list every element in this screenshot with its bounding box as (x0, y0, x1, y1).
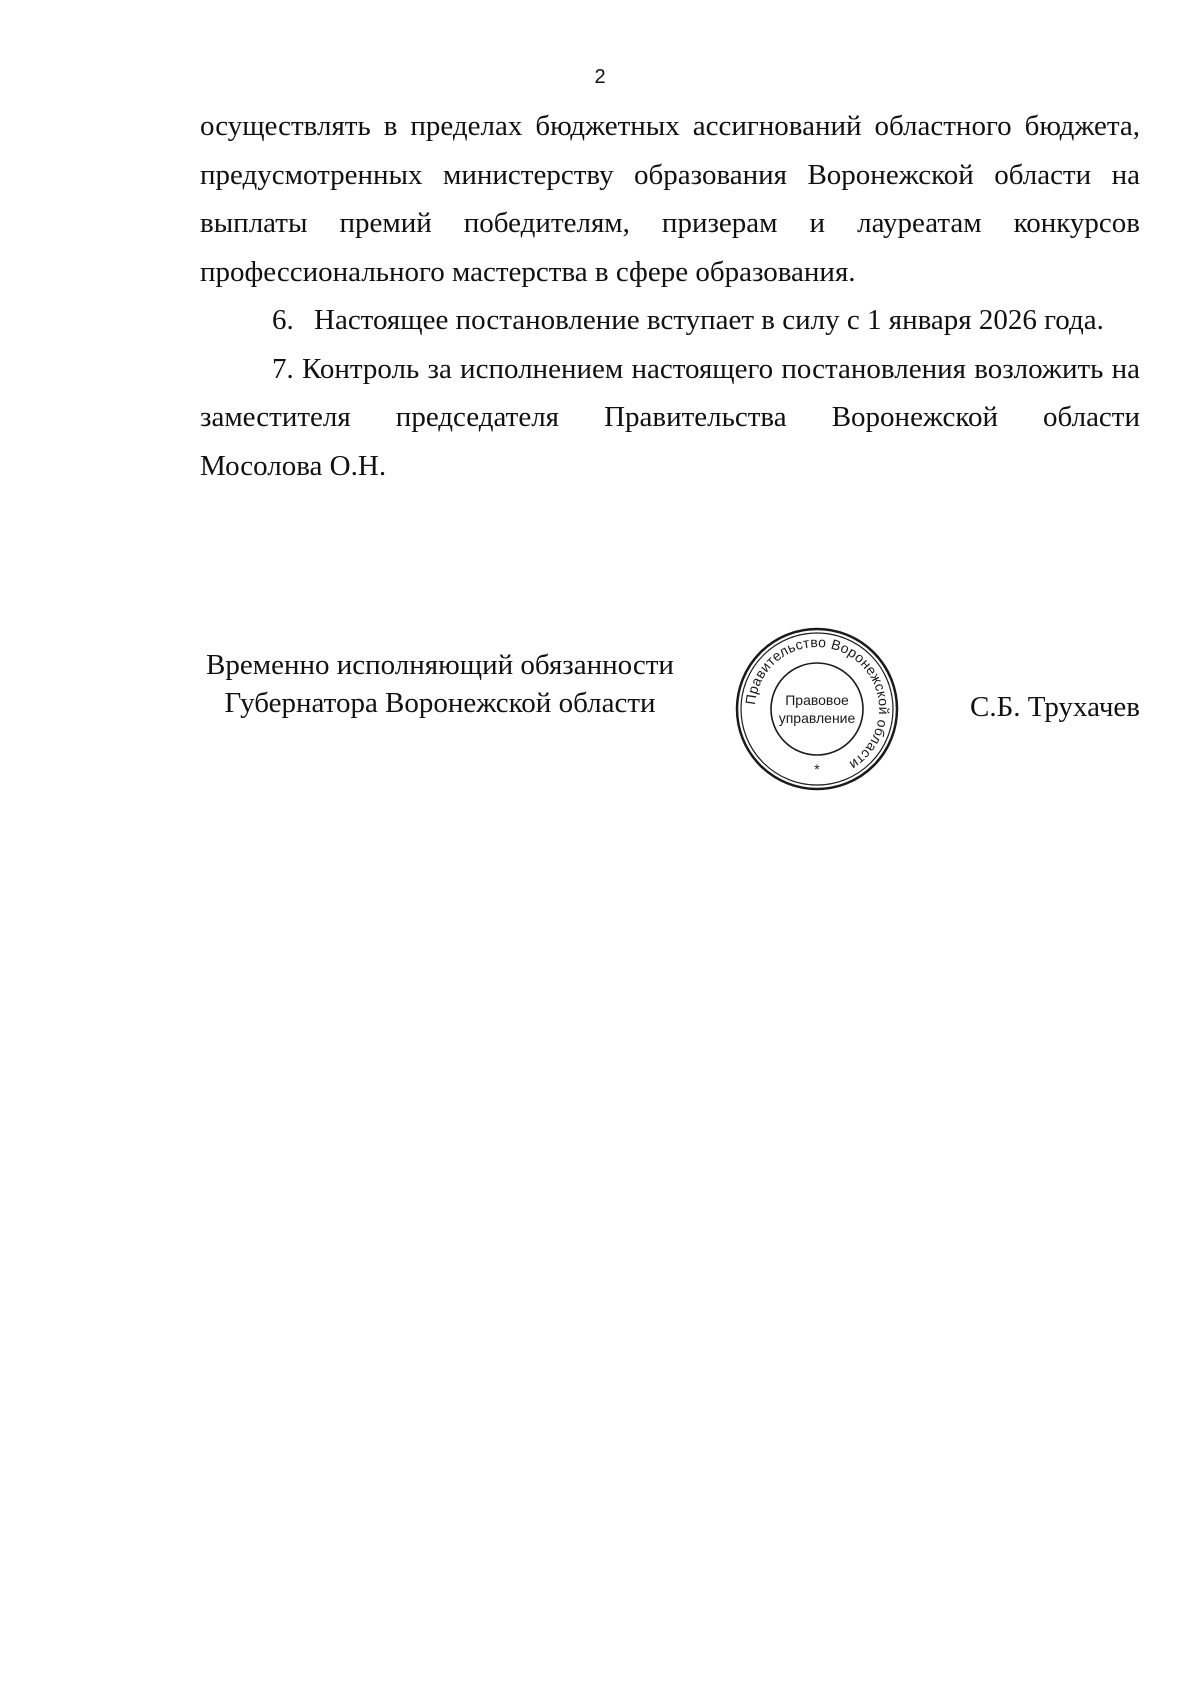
seal-star-icon: * (814, 761, 820, 777)
seal-stamp-graphic (734, 626, 900, 792)
seal-outer-text: Правительство Воронежской области (742, 633, 893, 774)
item-6-number: 6. (272, 304, 294, 336)
document-body (200, 102, 1140, 490)
seal-inner-line: управление (778, 710, 856, 726)
item-7-line: 7. Контроль за исполнением настоящего постановления возложить на (272, 352, 1140, 385)
signatory-position-line: Временно исполняющий обязанности (206, 649, 674, 681)
signatory-name: С.Б. Трухачев (970, 691, 1140, 723)
paragraph-line: предусмотренных министерству образования Воронежской области на (200, 158, 1140, 191)
signatory-position (200, 646, 680, 722)
signatory-position-line: Губернатора Воронежской области (224, 687, 656, 719)
item-6-text: Настоящее постановление вступает в силу с 1 января 2026 года. (314, 304, 1104, 336)
page-number: 2 (594, 66, 606, 88)
paragraph-line: осуществлять в пределах бюджетных ассигнований областного бюджета, (200, 110, 1140, 142)
item-7-line: Мосолова О.Н. (200, 449, 387, 482)
paragraph-line: профессионального мастерства в сфере образования. (200, 255, 856, 288)
seal-inner-ring (771, 663, 863, 755)
official-seal (734, 626, 900, 792)
item-6 (200, 296, 1140, 345)
paragraph-line: выплаты премий победителям, призерам и лауреатам конкурсов (200, 207, 1140, 239)
seal-inner-line: Правовое (785, 692, 849, 708)
item-7-line: заместителя председателя Правительства Воронежской области (200, 401, 1140, 433)
